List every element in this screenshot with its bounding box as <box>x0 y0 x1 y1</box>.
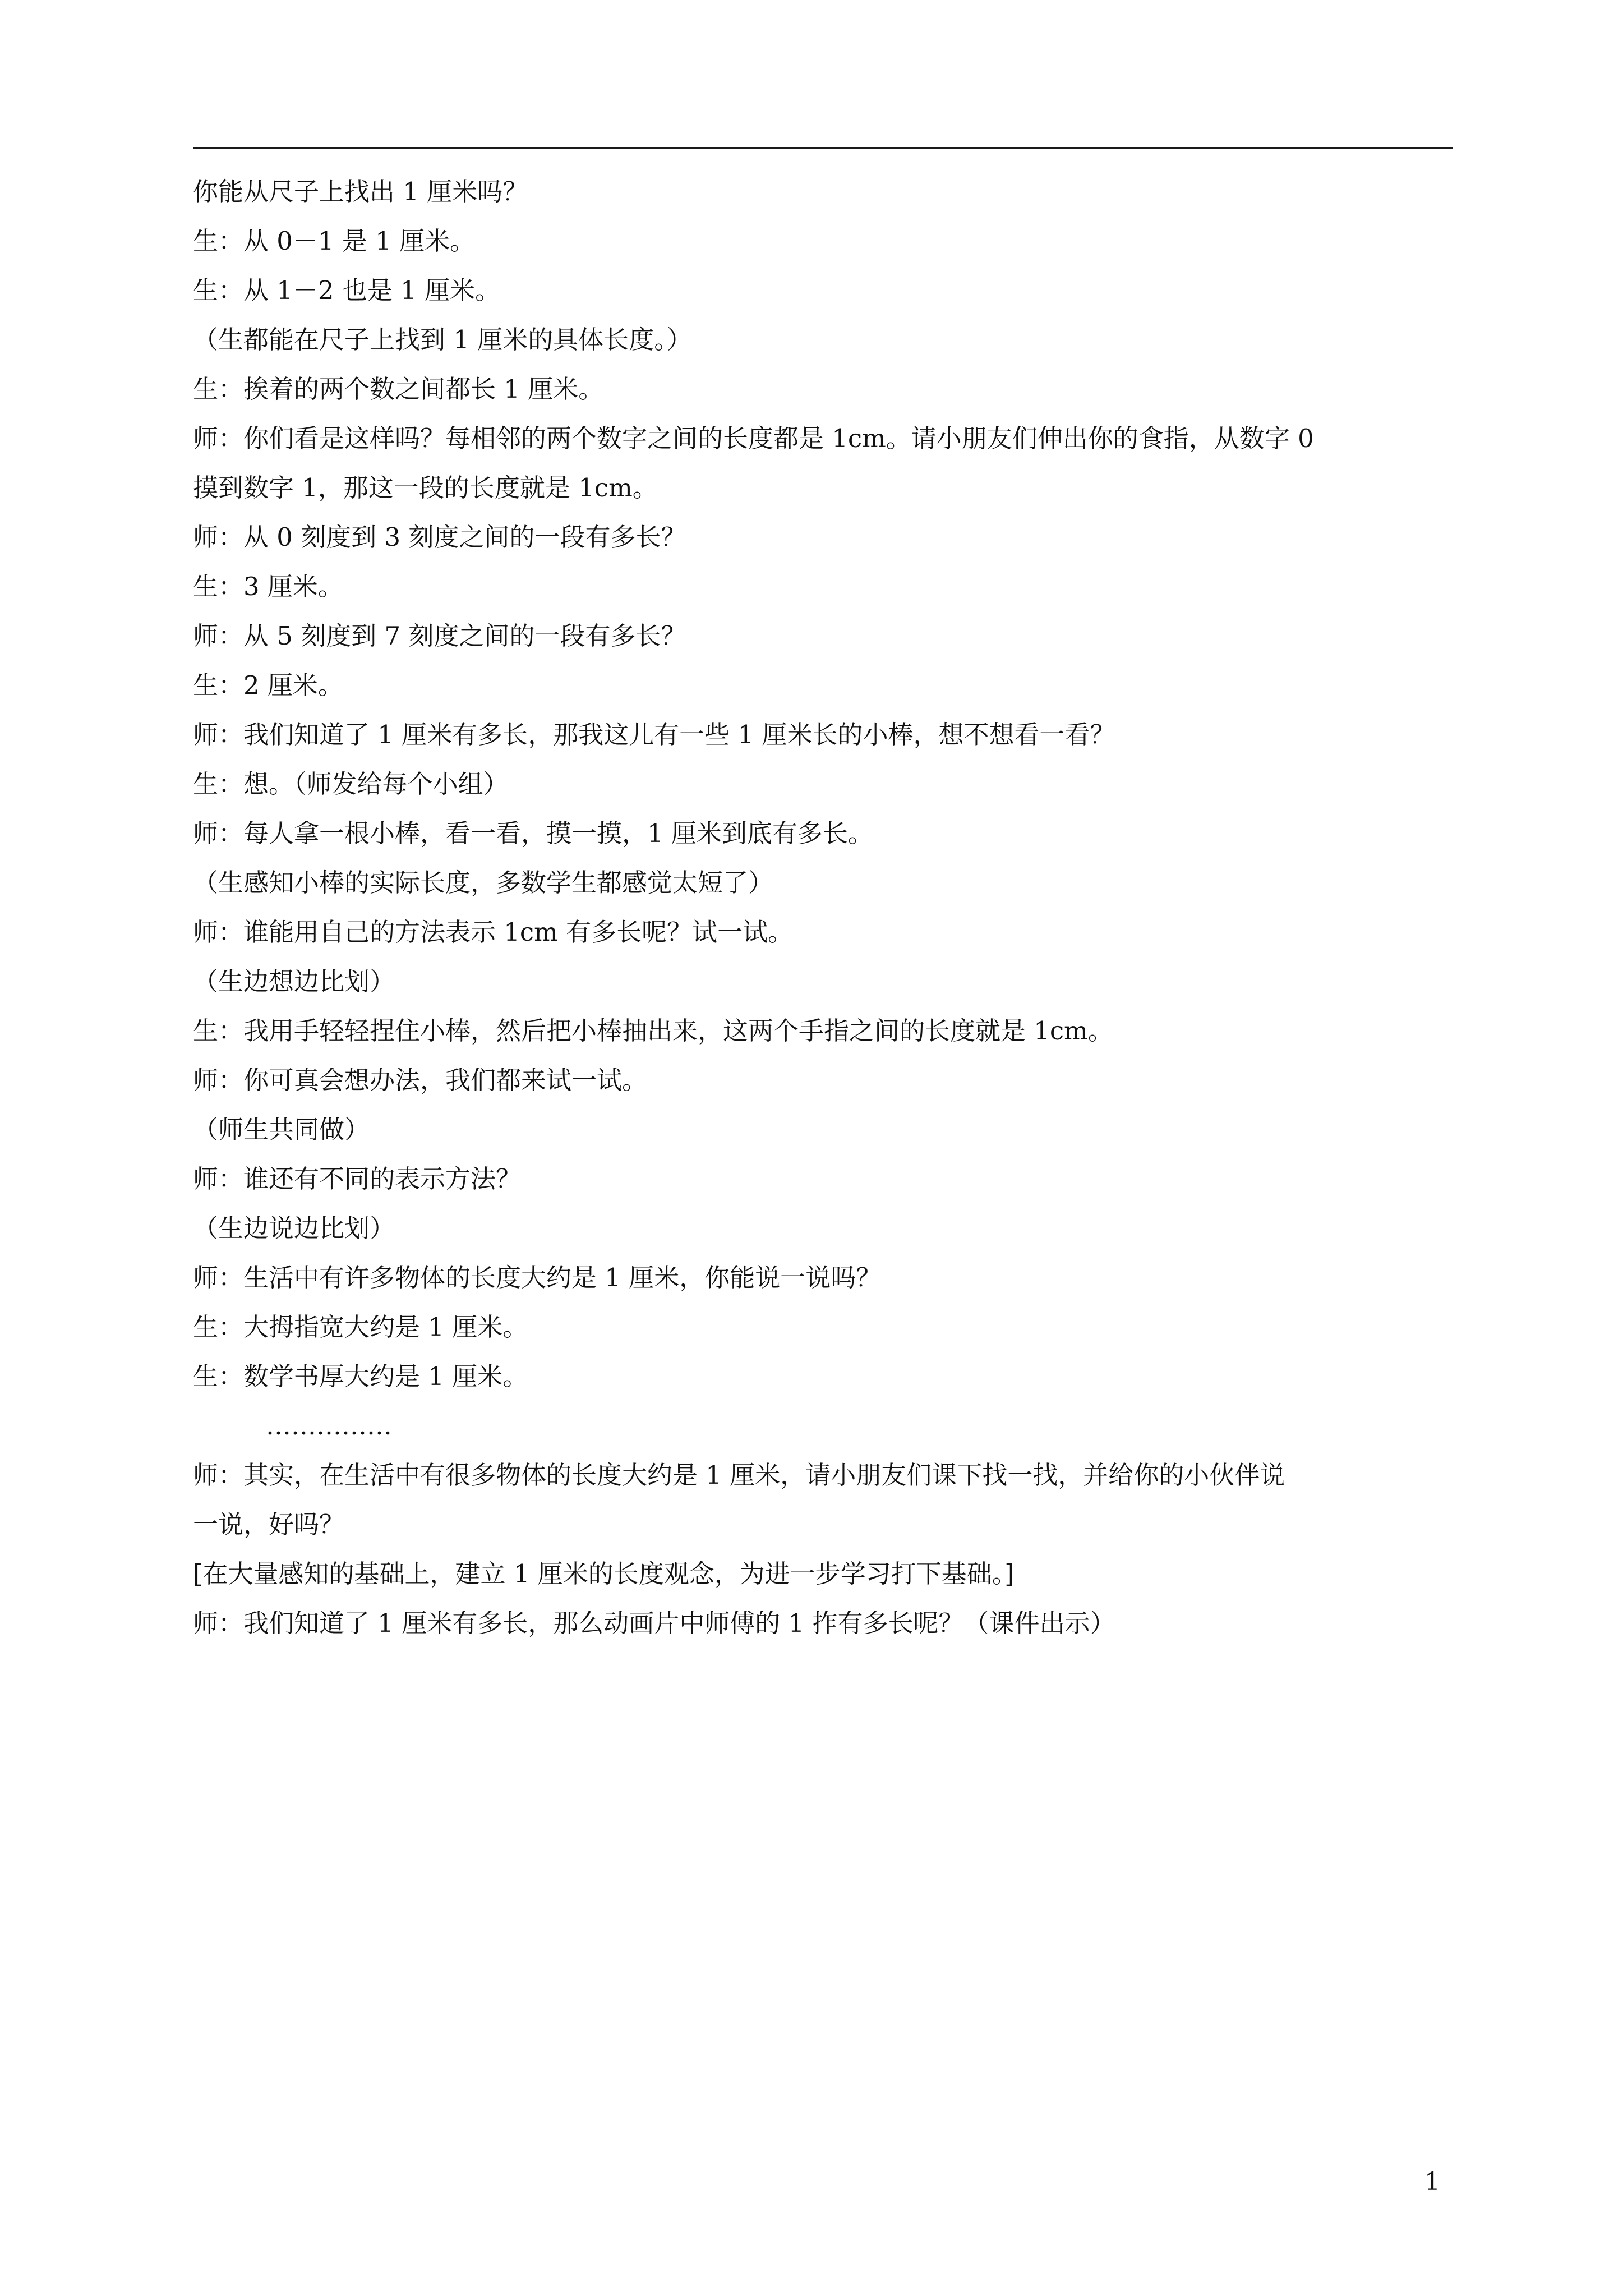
text-line: 生：挨着的两个数之间都长 1 厘米。 <box>193 374 604 404</box>
text-line: 师：你们看是这样吗？每相邻的两个数字之间的长度都是 1cm。请小朋友们伸出你的食指，从数字 0 <box>193 424 1314 453</box>
text-line: 生：2 厘米。 <box>193 670 343 700</box>
text-line: 生：数学书厚大约是 1 厘米。 <box>193 1361 528 1391</box>
text-line: 一说，好吗？ <box>193 1510 345 1539</box>
text-line: 生：想。（师发给每个小组） <box>193 769 509 799</box>
text-line: 师：其实，在生活中有很多物体的长度大约是 1 厘米，请小朋友们课下找一找，并给你的小伙伴说 <box>193 1460 1285 1490</box>
text-line: [在大量感知的基础上，建立 1 厘米的长度观念，为进一步学习打下基础。] <box>193 1559 1015 1589</box>
text-line: 师：谁能用自己的方法表示 1cm 有多长呢？试一试。 <box>193 917 794 947</box>
text-line: 师：从 5 刻度到 7 刻度之间的一段有多长？ <box>193 621 686 651</box>
text-line: （生边说边比划） <box>193 1213 395 1243</box>
text-line: 师：谁还有不同的表示方法？ <box>193 1164 522 1194</box>
page-number: 1 <box>1424 2168 1440 2196</box>
text-line: 师：每人拿一根小棒，看一看，摸一摸，1 厘米到底有多长。 <box>193 818 873 848</box>
text-line: （生感知小棒的实际长度，多数学生都感觉太短了） <box>193 868 774 898</box>
text-line: 生：我用手轻轻捏住小棒，然后把小棒抽出来，这两个手指之间的长度就是 1cm。 <box>193 1016 1113 1046</box>
text-line: 师：从 0 刻度到 3 刻度之间的一段有多长？ <box>193 522 686 552</box>
text-line: 生：3 厘米。 <box>193 572 343 601</box>
text-line: 师：生活中有许多物体的长度大约是 1 厘米，你能说一说吗？ <box>193 1263 882 1292</box>
document-body <box>193 168 1453 1649</box>
text-line: 生：从 0－1 是 1 厘米。 <box>193 226 476 256</box>
text-line: 生：大拇指宽大约是 1 厘米。 <box>193 1312 528 1342</box>
text-line: 师：我们知道了 1 厘米有多长，那我这儿有一些 1 厘米长的小棒，想不想看一看？ <box>193 720 1115 749</box>
text-line: 师：你可真会想办法，我们都来试一试。 <box>193 1065 648 1095</box>
text-line: 生：从 1－2 也是 1 厘米。 <box>193 275 501 305</box>
header-rule <box>193 147 1453 149</box>
text-line: 你能从尺子上找出 1 厘米吗？ <box>193 177 528 206</box>
text-line: 摸到数字 1，那这一段的长度就是 1cm。 <box>193 473 658 503</box>
text-line: 师：我们知道了 1 厘米有多长，那么动画片中师傅的 1 拃有多长呢？（课件出示） <box>193 1608 1115 1638</box>
text-line: （师生共同做） <box>193 1115 370 1144</box>
text-line: （生边想边比划） <box>193 967 395 996</box>
ellipsis-line: …………… <box>266 1411 392 1441</box>
text-line: （生都能在尺子上找到 1 厘米的具体长度。） <box>193 325 692 355</box>
